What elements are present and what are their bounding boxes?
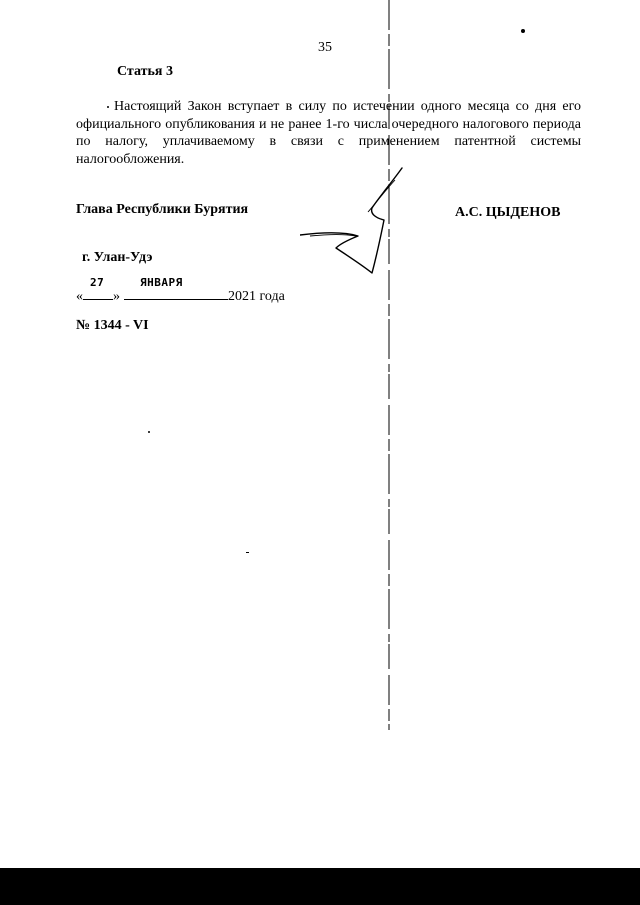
date-open-quote: «	[76, 289, 83, 304]
article-body: Настоящий Закон вступает в силу по истечении одного месяца со дня его официального опубликования и не ранее 1-го числа очередного налогового периода по налогу, уплачиваемому в связи с применением патентной системы налогообложения.	[76, 99, 581, 167]
scan-speck	[521, 29, 525, 33]
signer-name: А.С. ЦЫДЕНОВ	[455, 205, 561, 220]
date-month-blank	[124, 276, 228, 300]
date-year: 2021 года	[228, 289, 285, 304]
date-day: 27	[90, 276, 105, 289]
page-number: 35	[318, 40, 332, 55]
scan-bottom-band	[0, 868, 640, 905]
city: г. Улан-Удэ	[82, 250, 153, 265]
scan-speck	[107, 106, 109, 108]
signing-date	[76, 276, 285, 305]
signer-title: Глава Республики Бурятия	[76, 202, 249, 217]
date-month: ЯНВАРЯ	[140, 276, 183, 289]
date-close-quote: »	[113, 289, 120, 304]
article-heading: Статья 3	[117, 64, 173, 79]
scan-speck	[148, 431, 150, 433]
date-day-blank	[83, 276, 113, 300]
handwritten-signature	[300, 160, 410, 280]
law-number: № 1344 - VI	[76, 318, 149, 333]
scan-speck	[246, 552, 249, 553]
